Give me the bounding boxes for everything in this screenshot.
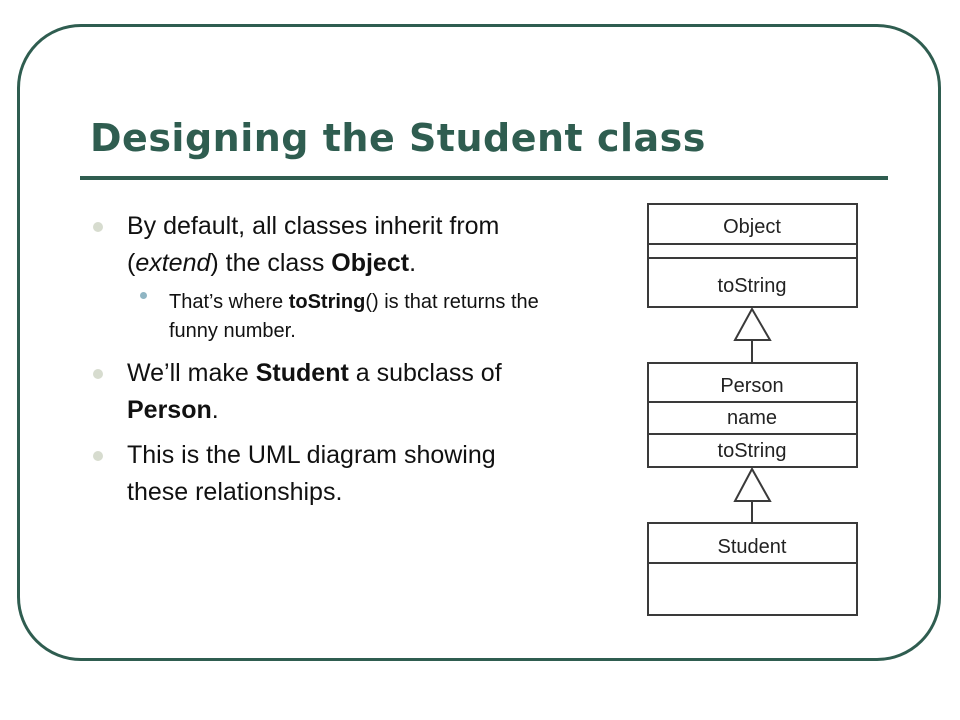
bullet-default-inheritance: [90, 208, 550, 282]
title-underline: [80, 176, 888, 180]
bullet-text: By default, all classes inherit from (: [127, 212, 500, 277]
keyword-tostring: toString: [288, 291, 366, 313]
keyword-person: Person: [127, 396, 212, 424]
sub-bullet-tostring: [90, 288, 550, 346]
slide-title: Designing the Student class: [90, 116, 706, 160]
bullet-text: ) the class: [210, 249, 332, 277]
bullet-text: a subclass of: [348, 359, 502, 387]
student-class-name: Student: [717, 536, 787, 558]
bullet-student-subclass: [90, 355, 550, 429]
bullet-marker: [93, 451, 103, 461]
inheritance-arrowhead-person: [735, 469, 770, 501]
person-class-name: Person: [720, 375, 784, 397]
uml-class-diagram: [640, 196, 870, 626]
bullet-uml-diagram: [90, 437, 550, 511]
inheritance-arrowhead-object: [735, 309, 770, 340]
bullet-text: .: [211, 396, 219, 424]
bullet-text: We’ll make: [127, 359, 256, 387]
bullet-text: This is the UML diagram showing these relationships.: [127, 441, 496, 506]
bullet-text: .: [409, 249, 417, 277]
object-class-name: Object: [723, 216, 781, 238]
bullet-text: () is that returns the funny number.: [169, 291, 539, 342]
person-member-tostring: toString: [717, 440, 787, 462]
keyword-student: Student: [255, 359, 349, 387]
keyword-object: Object: [331, 249, 410, 277]
bullet-marker: [93, 222, 103, 232]
sub-bullet-marker: [140, 292, 147, 299]
bullet-list: [90, 208, 550, 519]
object-member-tostring: toString: [717, 275, 787, 297]
bullet-text: That’s where: [169, 291, 289, 313]
person-member-name: name: [726, 407, 778, 429]
bullet-marker: [93, 369, 103, 379]
keyword-extend: extend: [135, 249, 211, 277]
